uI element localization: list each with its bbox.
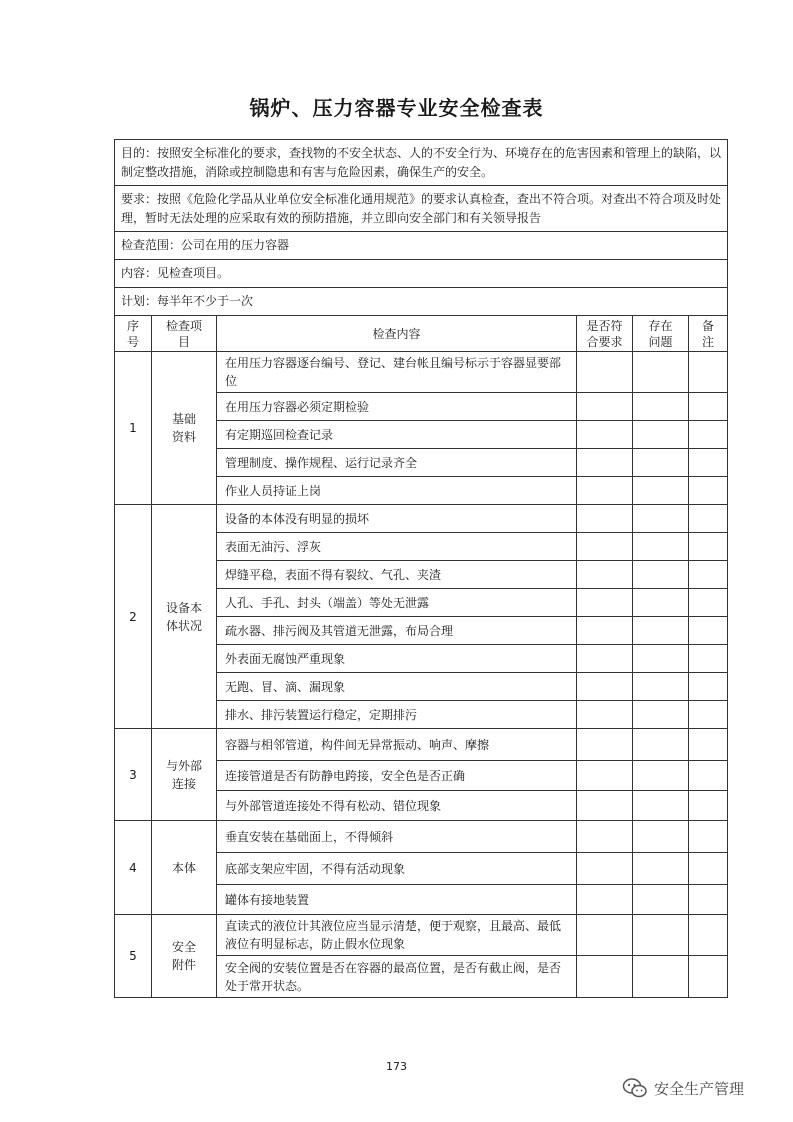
issue-cell[interactable]: [633, 449, 689, 477]
note-cell[interactable]: [689, 645, 728, 673]
conform-cell[interactable]: [577, 761, 633, 791]
note-cell[interactable]: [689, 853, 728, 885]
content-row: [115, 260, 728, 288]
issue-cell[interactable]: [633, 352, 689, 393]
group-name: 设备本体状况: [152, 505, 217, 729]
watermark: [622, 1075, 744, 1101]
note-cell[interactable]: [689, 393, 728, 421]
header-conform: 是否符合要求: [577, 316, 633, 352]
table-row: [115, 729, 728, 761]
check-content: 作业人员持证上岗: [217, 477, 577, 505]
conform-cell[interactable]: [577, 421, 633, 449]
table-row: [115, 821, 728, 853]
conform-cell[interactable]: [577, 701, 633, 729]
issue-cell[interactable]: [633, 853, 689, 885]
conform-cell[interactable]: [577, 673, 633, 701]
note-cell[interactable]: [689, 533, 728, 561]
content-text: 内容：见检查项目。: [115, 260, 728, 288]
group-name: 与外部连接: [152, 729, 217, 821]
conform-cell[interactable]: [577, 533, 633, 561]
note-cell[interactable]: [689, 956, 728, 998]
issue-cell[interactable]: [633, 701, 689, 729]
watermark-text: 安全生产管理: [654, 1079, 745, 1098]
check-content: 直读式的液位计其液位应当显示清楚，便于观察，且最高、最低液位有明显标志，防止假水位现象: [217, 915, 577, 956]
note-cell[interactable]: [689, 589, 728, 617]
issue-cell[interactable]: [633, 729, 689, 761]
group-seq: 2: [115, 505, 152, 729]
conform-cell[interactable]: [577, 821, 633, 853]
note-cell[interactable]: [689, 701, 728, 729]
check-content: 底部支架应牢固，不得有活动现象: [217, 853, 577, 885]
plan-text: 计划：每半年不少于一次: [115, 288, 728, 316]
check-content: 安全阀的安装位置是否在容器的最高位置，是否有截止阀，是否处于常开状态。: [217, 956, 577, 998]
issue-cell[interactable]: [633, 393, 689, 421]
issue-cell[interactable]: [633, 885, 689, 915]
issue-cell[interactable]: [633, 505, 689, 533]
note-cell[interactable]: [689, 421, 728, 449]
note-cell[interactable]: [689, 791, 728, 821]
conform-cell[interactable]: [577, 561, 633, 589]
check-content: 连接管道是否有防静电跨接，安全色是否正确: [217, 761, 577, 791]
conform-cell[interactable]: [577, 885, 633, 915]
conform-cell[interactable]: [577, 589, 633, 617]
group-seq: 1: [115, 352, 152, 505]
group-name: 基础资料: [152, 352, 217, 505]
note-cell[interactable]: [689, 673, 728, 701]
header-row: [115, 316, 728, 352]
wechat-icon: [622, 1077, 648, 1099]
conform-cell[interactable]: [577, 729, 633, 761]
issue-cell[interactable]: [633, 589, 689, 617]
purpose-text: 目的：按照安全标准化的要求，查找物的不安全状态、人的不安全行为、环境存在的危害因素和管理上的缺陷，以制定整改措施，消除或控制隐患和有害与危险因素，确保生产的安全。: [115, 140, 728, 186]
check-content: 疏水器、排污阀及其管道无泄露，布局合理: [217, 617, 577, 645]
issue-cell[interactable]: [633, 421, 689, 449]
conform-cell[interactable]: [577, 956, 633, 998]
note-cell[interactable]: [689, 617, 728, 645]
note-cell[interactable]: [689, 761, 728, 791]
check-content: 管理制度、操作规程、运行记录齐全: [217, 449, 577, 477]
page-number: 173: [386, 1060, 407, 1073]
header-issue: 存在问题: [633, 316, 689, 352]
purpose-row: [115, 140, 728, 186]
scope-row: [115, 232, 728, 260]
issue-cell[interactable]: [633, 791, 689, 821]
requirement-text: 要求：按照《危险化学品从业单位安全标准化通用规范》的要求认真检查，查出不符合项。对查出不符合项及时处理，暂时无法处理的应采取有效的预防措施，并立即向安全部门和有关领导报告: [115, 186, 728, 232]
note-cell[interactable]: [689, 352, 728, 393]
table-row: [115, 352, 728, 393]
requirement-row: [115, 186, 728, 232]
issue-cell[interactable]: [633, 821, 689, 853]
check-content: 垂直安装在基础面上，不得倾斜: [217, 821, 577, 853]
conform-cell[interactable]: [577, 853, 633, 885]
issue-cell[interactable]: [633, 761, 689, 791]
table-row: [115, 505, 728, 533]
plan-row: [115, 288, 728, 316]
group-seq: 3: [115, 729, 152, 821]
header-content: 检查内容: [217, 316, 577, 352]
conform-cell[interactable]: [577, 449, 633, 477]
scope-text: 检查范围：公司在用的压力容器: [115, 232, 728, 260]
conform-cell[interactable]: [577, 617, 633, 645]
issue-cell[interactable]: [633, 561, 689, 589]
check-content: 容器与相邻管道，构件间无异常振动、响声、摩擦: [217, 729, 577, 761]
check-content: 表面无油污、浮灰: [217, 533, 577, 561]
conform-cell[interactable]: [577, 915, 633, 956]
check-content: 罐体有接地装置: [217, 885, 577, 915]
conform-cell[interactable]: [577, 645, 633, 673]
check-content: 有定期巡回检查记录: [217, 421, 577, 449]
header-seq: 序号: [115, 316, 152, 352]
group-name: 安全附件: [152, 915, 217, 998]
issue-cell[interactable]: [633, 915, 689, 956]
note-cell[interactable]: [689, 885, 728, 915]
conform-cell[interactable]: [577, 352, 633, 393]
note-cell[interactable]: [689, 449, 728, 477]
issue-cell[interactable]: [633, 645, 689, 673]
check-content: 设备的本体没有明显的损坏: [217, 505, 577, 533]
check-content: 在用压力容器逐台编号、登记、建台帐且编号标示于容器显要部位: [217, 352, 577, 393]
conform-cell[interactable]: [577, 393, 633, 421]
group-seq: 5: [115, 915, 152, 998]
issue-cell[interactable]: [633, 477, 689, 505]
note-cell[interactable]: [689, 505, 728, 533]
group-seq: 4: [115, 821, 152, 915]
page-title: 锅炉、压力容器专业安全检查表: [249, 96, 544, 120]
note-cell[interactable]: [689, 561, 728, 589]
inspection-table: [114, 139, 728, 998]
note-cell[interactable]: [689, 821, 728, 853]
check-content: 焊缝平稳，表面不得有裂纹、气孔、夹渣: [217, 561, 577, 589]
issue-cell[interactable]: [633, 673, 689, 701]
group-name: 本体: [152, 821, 217, 915]
note-cell[interactable]: [689, 477, 728, 505]
issue-cell[interactable]: [633, 533, 689, 561]
check-content: 排水、排污装置运行稳定，定期排污: [217, 701, 577, 729]
check-content: 人孔、手孔、封头（端盖）等处无泄露: [217, 589, 577, 617]
header-note: 备注: [689, 316, 728, 352]
conform-cell[interactable]: [577, 505, 633, 533]
conform-cell[interactable]: [577, 791, 633, 821]
note-cell[interactable]: [689, 729, 728, 761]
check-content: 外表面无腐蚀严重现象: [217, 645, 577, 673]
table-row: [115, 915, 728, 956]
check-content: 与外部管道连接处不得有松动、错位现象: [217, 791, 577, 821]
check-content: 在用压力容器必须定期检验: [217, 393, 577, 421]
issue-cell[interactable]: [633, 956, 689, 998]
conform-cell[interactable]: [577, 477, 633, 505]
check-content: 无跑、冒、滴、漏现象: [217, 673, 577, 701]
note-cell[interactable]: [689, 915, 728, 956]
issue-cell[interactable]: [633, 617, 689, 645]
header-item: 检查项目: [152, 316, 217, 352]
